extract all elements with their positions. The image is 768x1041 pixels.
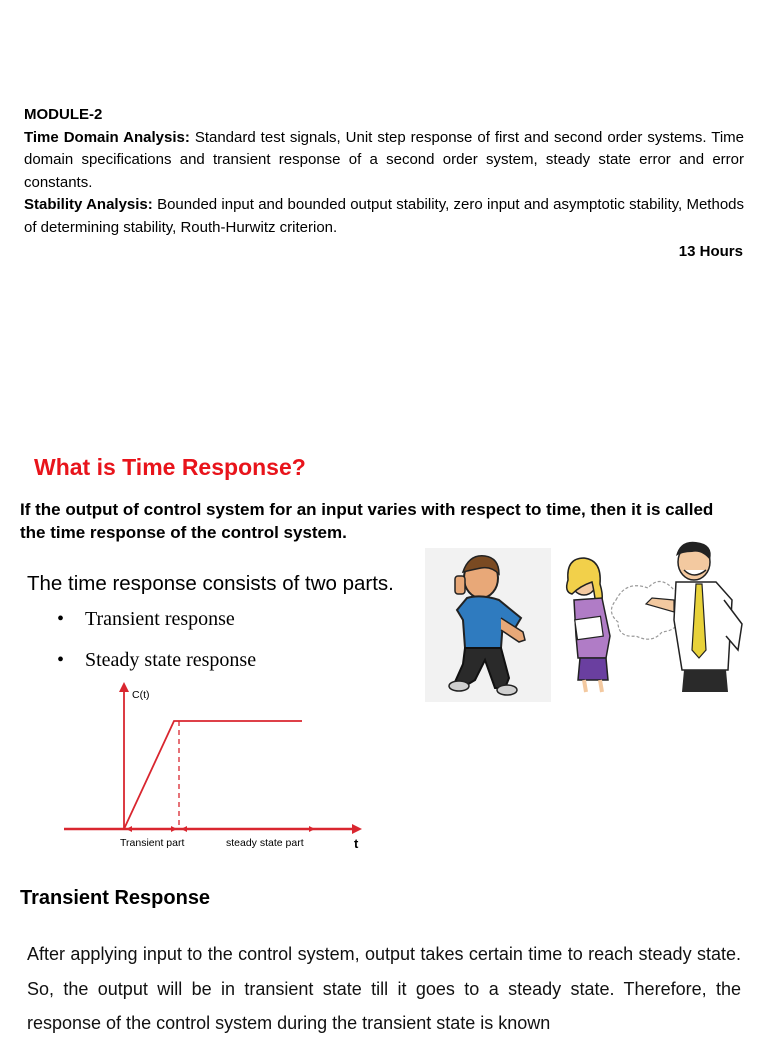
time-domain-paragraph bbox=[24, 127, 744, 195]
bullet-steady bbox=[57, 649, 256, 672]
module-hours: 13 Hours bbox=[678, 243, 743, 260]
bullet-dot: • bbox=[57, 608, 65, 630]
gossiping-people-illustration bbox=[556, 540, 752, 700]
stability-label: Stability Analysis: bbox=[24, 196, 153, 213]
time-response-diagram bbox=[60, 680, 370, 860]
transient-response-heading: Transient Response bbox=[20, 887, 211, 909]
response-curve bbox=[124, 721, 302, 829]
x-axis-label: t bbox=[354, 836, 359, 851]
time-response-heading: What is Time Response? bbox=[34, 454, 306, 480]
time-response-intro: If the output of control system for an input varies with respect to time, then it is called the time response of the control system. bbox=[20, 500, 714, 542]
x-axis-arrow bbox=[352, 824, 362, 834]
bullet-dot: • bbox=[57, 649, 65, 671]
time-domain-label: Time Domain Analysis: bbox=[24, 128, 190, 146]
y-axis-label: C(t) bbox=[132, 689, 150, 701]
bullet-transient bbox=[57, 608, 235, 631]
stability-text: Bounded input and bounded output stability, zero input and asymptotic stability, Methods of determining stability, Routh-Hurwitz criterion. bbox=[24, 196, 744, 236]
module-section bbox=[24, 104, 744, 239]
parts-heading: The time response consists of two parts. bbox=[27, 572, 394, 595]
bullet-text: Steady state response bbox=[85, 649, 257, 671]
bullet-text: Transient response bbox=[85, 608, 235, 630]
transient-response-body: After applying input to the control system, output takes certain time to reach steady state. So, the output will be in transient state till it goes to a steady state. Therefore, the response of the control system during the transient state is known bbox=[27, 944, 741, 1033]
module-title: MODULE-2 bbox=[24, 106, 103, 123]
steady-state-part-label: steady state part bbox=[226, 837, 304, 849]
time-domain-text: Standard test signals, Unit step response of first and second order systems. Time domain specifications and transient response of a second order system, steady state error and error constants. bbox=[24, 128, 744, 191]
transient-part-label: Transient part bbox=[120, 837, 185, 849]
person-on-phone-illustration bbox=[425, 548, 551, 702]
stability-paragraph bbox=[24, 194, 744, 239]
y-axis-arrow bbox=[119, 682, 129, 692]
